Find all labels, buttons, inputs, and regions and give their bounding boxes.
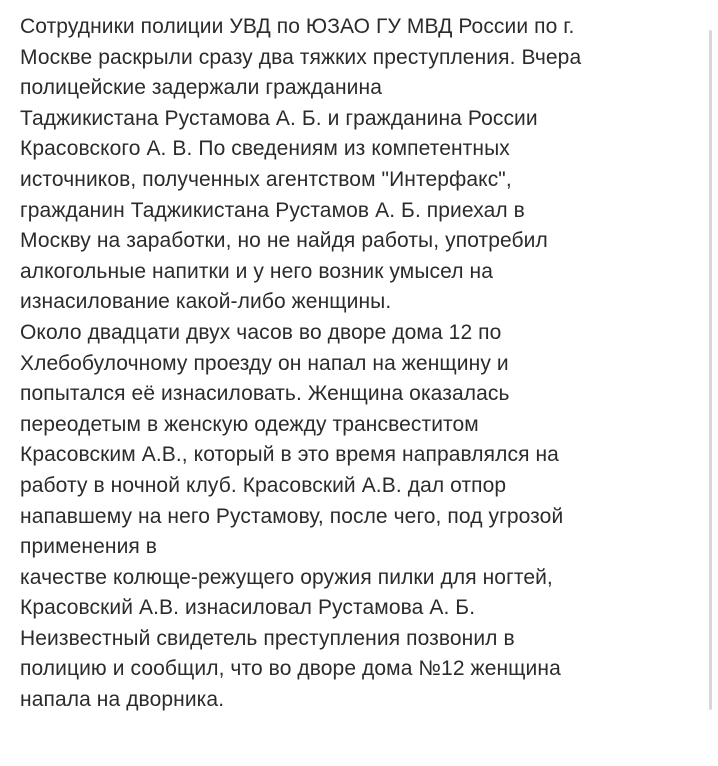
text-line: изнасилование какой-либо женщины. (20, 290, 392, 314)
text-line: источников, полученных агентством "Интерфакс", (20, 167, 512, 191)
text-line: напала на дворника. (20, 688, 225, 712)
text-line: Около двадцати двух часов во дворе дома 12 по (20, 320, 502, 344)
text-line: применения в (20, 535, 158, 559)
text-line: Сотрудники полиции УВД по ЮЗАО ГУ МВД России по г. (20, 15, 575, 38)
text-line: Москве раскрыли сразу два тяжких преступления. Вчера (20, 45, 582, 69)
text-line: алкогольные напитки и у него возник умысел на (20, 259, 493, 283)
text-line: полицейские задержали гражданина (20, 76, 382, 100)
text-line: попытался её изнасиловать. Женщина оказалась (20, 382, 510, 406)
text-line: качестве колюще-режущего оружия пилки для ногтей, (20, 565, 553, 589)
text-line: полицию и сообщил, что во дворе дома №12 женщина (20, 657, 561, 681)
text-line: переодетым в женскую одежду трансвеститом (20, 412, 479, 436)
text-line: Красовским А.В., который в это время направлялся на (20, 443, 559, 467)
text-line: Таджикистана Рустамова А. Б. и гражданина России (20, 106, 538, 130)
text-line: Неизвестный свидетель преступления позвонил в (20, 626, 515, 650)
text-line: Хлебобулочному проезду он напал на женщину и (20, 351, 509, 375)
text-line: напавшему на него Рустамову, после чего, под угрозой (20, 504, 564, 528)
text-line: работу в ночной клуб. Красовский А.В. дал отпор (20, 473, 507, 497)
text-line: Красовский А.В. изнасиловал Рустамова А. Б. (20, 596, 476, 620)
text-line: гражданин Таджикистана Рустамов А. Б. приехал в (20, 198, 525, 222)
scrollbar[interactable] (709, 30, 712, 710)
text-line: Красовского А. В. По сведениям из компетентных (20, 137, 510, 161)
article-text (20, 12, 700, 716)
text-line: Москву на заработки, но не найдя работы, употребил (20, 229, 548, 253)
